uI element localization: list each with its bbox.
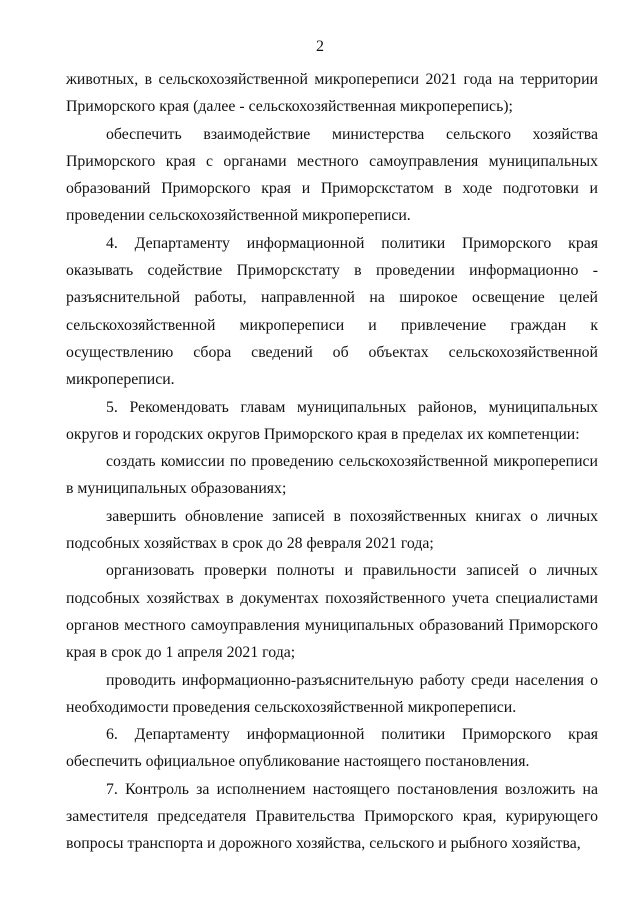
paragraph-5: создать комиссии по проведению сельскохозяйственной микропереписи в муниципальных образованиях;	[66, 453, 598, 498]
document-body	[66, 66, 598, 858]
paragraph-3: 4. Департаменту информационной политики Приморского края оказывать содействие Приморскстату в проведении информационно - разъяснительной работы, направленной на широкое освещение целей сельскохозяйственной микропереписи и привлечение граждан к осуществлению сбора сведений об объектах сельскохозяйственной микропереписи.	[66, 234, 598, 389]
paragraph-1: животных, в сельскохозяйственной микропереписи 2021 года на территории Приморского края (далее - сельскохозяйственная микроперепись);	[66, 71, 598, 116]
paragraph-6: завершить обновление записей в похозяйственных книгах о личных подсобных хозяйствах в срок до 28 февраля 2021 года;	[66, 507, 598, 553]
paragraph-7: организовать проверки полноты и правильности записей о личных подсобных хозяйствах в документах похозяйственного учета специалистами органов местного самоуправления муниципальных образований Приморского края в срок до 1 апреля 2021 года;	[66, 562, 598, 662]
paragraph-8: проводить информационно-разъяснительную работу среди населения о необходимости проведения сельскохозяйственной микропереписи.	[66, 671, 598, 716]
paragraph-9: 6. Департаменту информационной политики Приморского края обеспечить официальное опубликование настоящего постановления.	[66, 726, 598, 771]
paragraph-10: 7. Контроль за исполнением настоящего постановления возложить на заместителя председателя Правительства Приморского края, курирующего вопросы транспорта и дорожного хозяйства, сельского и рыбного хозяйства,	[66, 780, 598, 853]
paragraph-2: обеспечить взаимодействие министерства сельского хозяйства Приморского края с органами местного самоуправления муниципальных образований Приморского края и Приморскстатом в ходе подготовки и проведении сельскохозяйственной микропереписи.	[66, 125, 598, 225]
paragraph-4: 5. Рекомендовать главам муниципальных районов, муниципальных округов и городских округов Приморского края в пределах их компетенции:	[66, 398, 598, 443]
page-number: 2	[316, 38, 324, 55]
